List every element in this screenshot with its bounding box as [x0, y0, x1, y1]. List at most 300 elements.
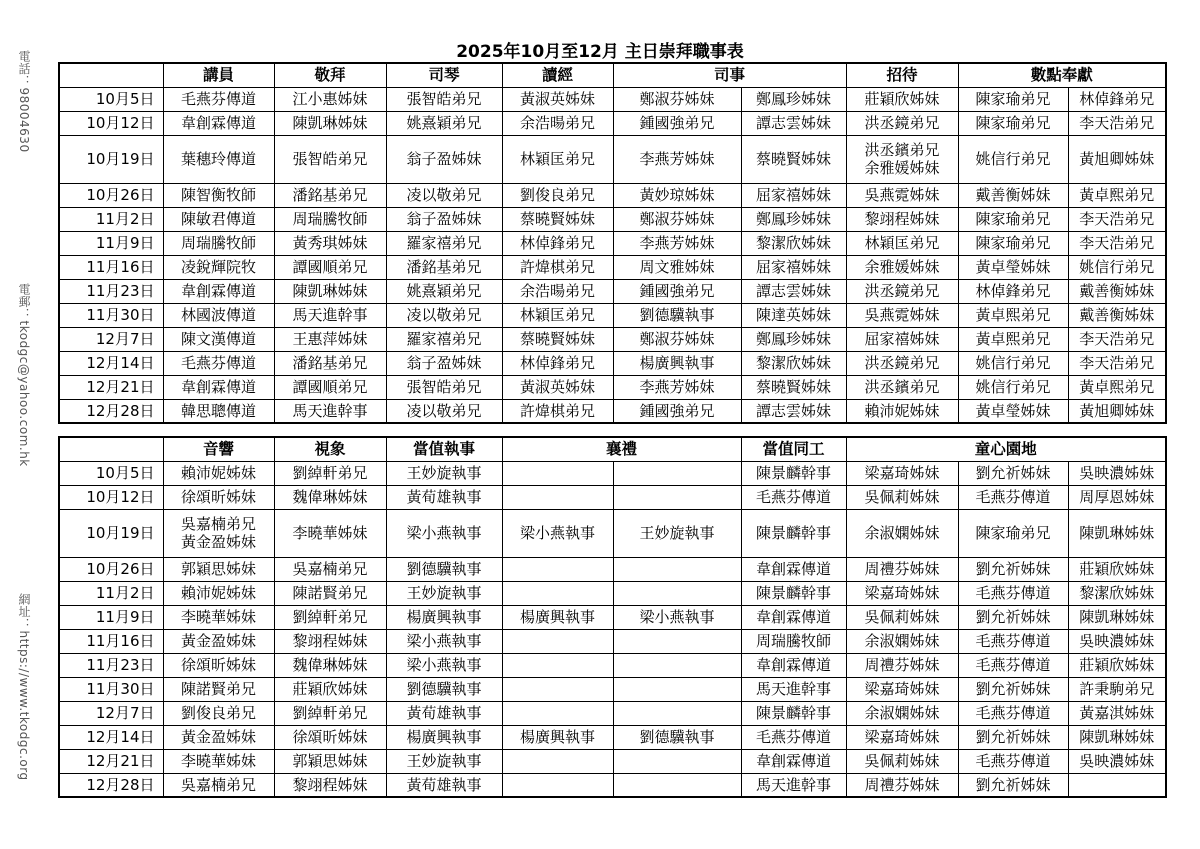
date-cell: 11月16日	[59, 255, 163, 279]
name-cell: 姚信行弟兄	[958, 375, 1068, 399]
service-roster-table	[58, 436, 1167, 798]
name-cell: 黃卓瑩姊妹	[958, 399, 1068, 423]
table-row	[59, 749, 1166, 773]
name-cell: 凌以敬弟兄	[386, 303, 502, 327]
column-header: 司琴	[386, 63, 502, 87]
name-cell: 黎潔欣姊妹	[741, 351, 846, 375]
name-cell	[613, 485, 741, 509]
table-row	[59, 375, 1166, 399]
name-cell: 劉俊良弟兄	[163, 701, 274, 725]
table-row	[59, 135, 1166, 183]
date-cell: 10月12日	[59, 485, 163, 509]
table-row	[59, 725, 1166, 749]
name-cell	[502, 461, 613, 485]
name-cell: 林穎匡弟兄	[502, 303, 613, 327]
name-cell: 羅家禧弟兄	[386, 327, 502, 351]
column-header: 襄禮	[502, 437, 741, 461]
name-cell: 陳凱琳姊妹	[1068, 725, 1166, 749]
name-cell	[502, 629, 613, 653]
name-cell: 林國波傳道	[163, 303, 274, 327]
name-cell	[502, 557, 613, 581]
name-cell: 潘銘基弟兄	[386, 255, 502, 279]
name-cell: 陳敏君傳道	[163, 207, 274, 231]
name-cell: 翁子盈姊妹	[386, 351, 502, 375]
name-cell: 吳佩莉姊妹	[846, 605, 958, 629]
name-cell: 韋創霖傳道	[741, 557, 846, 581]
name-cell: 吳嘉楠弟兄	[163, 773, 274, 797]
table-row	[59, 605, 1166, 629]
name-cell: 陳景麟幹事	[741, 461, 846, 485]
name-cell: 林倬鋒弟兄	[1068, 87, 1166, 111]
column-header: 當值執事	[386, 437, 502, 461]
name-cell: 陳文漢傳道	[163, 327, 274, 351]
date-cell: 11月2日	[59, 207, 163, 231]
name-cell	[613, 581, 741, 605]
name-cell: 洪丞鑌弟兄	[846, 375, 958, 399]
name-cell: 賴沛妮姊妹	[163, 461, 274, 485]
name-cell: 劉德驥執事	[386, 677, 502, 701]
name-cell: 洪丞鏡弟兄	[846, 351, 958, 375]
name-cell: 鄭鳳珍姊妹	[741, 207, 846, 231]
name-cell: 劉允祈姊妹	[958, 557, 1068, 581]
table-row	[59, 399, 1166, 423]
name-cell: 羅家禧弟兄	[386, 231, 502, 255]
name-cell	[613, 629, 741, 653]
name-cell: 余雅媛姊妹	[846, 255, 958, 279]
name-cell: 韋創霖傳道	[741, 749, 846, 773]
name-cell: 楊廣興執事	[502, 605, 613, 629]
name-cell	[502, 773, 613, 797]
date-cell: 12月28日	[59, 399, 163, 423]
name-cell: 陳凱琳姊妹	[1068, 605, 1166, 629]
name-cell: 林穎匡弟兄	[846, 231, 958, 255]
name-cell: 毛燕芬傳道	[163, 87, 274, 111]
name-cell	[613, 653, 741, 677]
name-cell: 許秉駒弟兄	[1068, 677, 1166, 701]
name-cell: 李燕芳姊妹	[613, 231, 741, 255]
name-cell: 吳燕霓姊妹	[846, 303, 958, 327]
date-cell: 12月21日	[59, 375, 163, 399]
name-cell: 陳家瑜弟兄	[958, 509, 1068, 557]
name-cell: 洪丞鑌弟兄 余雅媛姊妹	[846, 135, 958, 183]
name-cell: 賴沛妮姊妹	[846, 399, 958, 423]
name-cell: 黃秀琪姊妹	[274, 231, 386, 255]
date-cell: 11月2日	[59, 581, 163, 605]
name-cell: 潘銘基弟兄	[274, 351, 386, 375]
name-cell: 毛燕芬傳道	[958, 485, 1068, 509]
column-header: 司事	[613, 63, 846, 87]
name-cell: 陳家瑜弟兄	[958, 111, 1068, 135]
name-cell: 余淑嫻姊妹	[846, 509, 958, 557]
name-cell: 余浩暘弟兄	[502, 111, 613, 135]
table-row	[59, 581, 1166, 605]
name-cell: 戴善衡姊妹	[1068, 279, 1166, 303]
table-row	[59, 773, 1166, 797]
name-cell: 毛燕芬傳道	[163, 351, 274, 375]
name-cell: 黃旭卿姊妹	[1068, 135, 1166, 183]
table-row	[59, 183, 1166, 207]
name-cell: 凌以敬弟兄	[386, 399, 502, 423]
name-cell: 黃荀雄執事	[386, 773, 502, 797]
name-cell: 譚志雲姊妹	[741, 279, 846, 303]
name-cell: 梁小燕執事	[502, 509, 613, 557]
email-label: 電郵：tkodgc@yahoo.com.hk	[17, 283, 31, 467]
name-cell: 譚志雲姊妹	[741, 399, 846, 423]
page-title: 2025年10月至12月 主日崇拜職事表	[456, 42, 744, 62]
name-cell: 鍾國強弟兄	[613, 111, 741, 135]
name-cell: 李天浩弟兄	[1068, 111, 1166, 135]
name-cell: 劉德驥執事	[386, 557, 502, 581]
name-cell: 劉允祈姊妹	[958, 725, 1068, 749]
date-cell: 11月16日	[59, 629, 163, 653]
date-cell: 10月19日	[59, 509, 163, 557]
name-cell: 屈家禧姊妹	[741, 255, 846, 279]
column-header: 視象	[274, 437, 386, 461]
name-cell: 陳景麟幹事	[741, 581, 846, 605]
date-cell: 10月12日	[59, 111, 163, 135]
name-cell: 余淑嫻姊妹	[846, 629, 958, 653]
name-cell: 林倬鋒弟兄	[502, 231, 613, 255]
name-cell: 黎潔欣姊妹	[1068, 581, 1166, 605]
column-header: 讀經	[502, 63, 613, 87]
name-cell	[613, 557, 741, 581]
name-cell: 吳映濃姊妹	[1068, 749, 1166, 773]
name-cell: 周瑞騰牧師	[163, 231, 274, 255]
name-cell	[502, 653, 613, 677]
name-cell	[613, 677, 741, 701]
name-cell: 陳景麟幹事	[741, 509, 846, 557]
name-cell: 毛燕芬傳道	[958, 581, 1068, 605]
name-cell: 張智皓弟兄	[386, 87, 502, 111]
name-cell: 馬天進幹事	[741, 773, 846, 797]
name-cell: 黃妙琼姊妹	[613, 183, 741, 207]
date-cell: 12月14日	[59, 725, 163, 749]
name-cell: 王妙旋執事	[613, 509, 741, 557]
table-row	[59, 207, 1166, 231]
name-cell: 莊穎欣姊妹	[274, 677, 386, 701]
name-cell: 黎翊程姊妹	[846, 207, 958, 231]
name-cell: 戴善衡姊妹	[1068, 303, 1166, 327]
name-cell: 江小惠姊妹	[274, 87, 386, 111]
name-cell	[502, 581, 613, 605]
date-cell: 10月26日	[59, 183, 163, 207]
name-cell: 戴善衡姊妹	[958, 183, 1068, 207]
name-cell: 馬天進幹事	[741, 677, 846, 701]
date-cell: 10月26日	[59, 557, 163, 581]
name-cell: 林倬鋒弟兄	[502, 351, 613, 375]
name-cell: 吳佩莉姊妹	[846, 749, 958, 773]
name-cell	[502, 677, 613, 701]
name-cell: 葉穗玲傳道	[163, 135, 274, 183]
website-label: 網址：https://www.tkodgc.org	[17, 593, 31, 781]
table-row	[59, 303, 1166, 327]
name-cell: 余淑嫻姊妹	[846, 701, 958, 725]
name-cell: 梁嘉琦姊妹	[846, 677, 958, 701]
name-cell: 吳佩莉姊妹	[846, 485, 958, 509]
name-cell: 陳凱琳姊妹	[1068, 509, 1166, 557]
name-cell: 毛燕芬傳道	[958, 749, 1068, 773]
name-cell: 黎翊程姊妹	[274, 773, 386, 797]
name-cell: 黎翊程姊妹	[274, 629, 386, 653]
name-cell: 吳嘉楠弟兄	[274, 557, 386, 581]
date-cell: 11月9日	[59, 231, 163, 255]
name-cell: 莊穎欣姊妹	[846, 87, 958, 111]
name-cell: 黃荀雄執事	[386, 701, 502, 725]
column-header	[59, 63, 163, 87]
name-cell: 許煒棋弟兄	[502, 399, 613, 423]
name-cell: 蔡曉賢姊妹	[741, 375, 846, 399]
name-cell: 毛燕芬傳道	[741, 725, 846, 749]
name-cell	[613, 701, 741, 725]
name-cell: 黎潔欣姊妹	[741, 231, 846, 255]
name-cell: 劉綽軒弟兄	[274, 701, 386, 725]
name-cell	[502, 701, 613, 725]
name-cell: 周禮芬姊妹	[846, 557, 958, 581]
column-header: 招待	[846, 63, 958, 87]
date-cell: 11月30日	[59, 677, 163, 701]
date-cell: 12月14日	[59, 351, 163, 375]
name-cell: 梁嘉琦姊妹	[846, 581, 958, 605]
name-cell: 黃金盈姊妹	[163, 629, 274, 653]
name-cell: 王惠萍姊妹	[274, 327, 386, 351]
table-row	[59, 461, 1166, 485]
name-cell: 吳映濃姊妹	[1068, 461, 1166, 485]
table-row	[59, 653, 1166, 677]
name-cell: 馬天進幹事	[274, 303, 386, 327]
name-cell: 蔡曉賢姊妹	[502, 327, 613, 351]
column-header: 音響	[163, 437, 274, 461]
name-cell: 李曉華姊妹	[163, 749, 274, 773]
table-row	[59, 509, 1166, 557]
name-cell: 楊廣興執事	[502, 725, 613, 749]
table-row	[59, 701, 1166, 725]
name-cell: 劉綽軒弟兄	[274, 461, 386, 485]
table-row	[59, 279, 1166, 303]
name-cell	[613, 461, 741, 485]
name-cell: 楊廣興執事	[386, 605, 502, 629]
column-header	[59, 437, 163, 461]
name-cell: 翁子盈姊妹	[386, 135, 502, 183]
name-cell: 李天浩弟兄	[1068, 207, 1166, 231]
date-cell: 12月21日	[59, 749, 163, 773]
name-cell: 鄭淑芬姊妹	[613, 327, 741, 351]
name-cell: 毛燕芬傳道	[958, 701, 1068, 725]
column-header: 敬拜	[274, 63, 386, 87]
name-cell: 黃金盈姊妹	[163, 725, 274, 749]
name-cell: 陳家瑜弟兄	[958, 231, 1068, 255]
name-cell: 許煒棋弟兄	[502, 255, 613, 279]
name-cell: 劉德驥執事	[613, 303, 741, 327]
name-cell: 賴沛妮姊妹	[163, 581, 274, 605]
name-cell: 郭穎思姊妹	[163, 557, 274, 581]
name-cell	[1068, 773, 1166, 797]
name-cell	[502, 749, 613, 773]
table-row	[59, 629, 1166, 653]
name-cell: 林倬鋒弟兄	[958, 279, 1068, 303]
name-cell: 王妙旋執事	[386, 749, 502, 773]
name-cell: 張智皓弟兄	[386, 375, 502, 399]
name-cell: 韋創霖傳道	[163, 279, 274, 303]
name-cell: 陳智衡牧師	[163, 183, 274, 207]
name-cell	[502, 485, 613, 509]
name-cell: 黃旭卿姊妹	[1068, 399, 1166, 423]
name-cell: 梁小燕執事	[613, 605, 741, 629]
name-cell: 黃卓瑩姊妹	[958, 255, 1068, 279]
name-cell: 屈家禧姊妹	[846, 327, 958, 351]
date-cell: 10月19日	[59, 135, 163, 183]
name-cell: 陳凱琳姊妹	[274, 111, 386, 135]
name-cell: 徐頌昕姊妹	[274, 725, 386, 749]
name-cell: 劉允祈姊妹	[958, 773, 1068, 797]
worship-roster-table	[58, 62, 1167, 424]
table-row	[59, 327, 1166, 351]
name-cell: 韋創霖傳道	[741, 653, 846, 677]
name-cell: 李燕芳姊妹	[613, 375, 741, 399]
name-cell: 楊廣興執事	[386, 725, 502, 749]
name-cell: 毛燕芬傳道	[958, 629, 1068, 653]
name-cell: 陳景麟幹事	[741, 701, 846, 725]
name-cell	[613, 749, 741, 773]
name-cell: 梁嘉琦姊妹	[846, 725, 958, 749]
table-row	[59, 485, 1166, 509]
name-cell: 王妙旋執事	[386, 581, 502, 605]
name-cell: 毛燕芬傳道	[741, 485, 846, 509]
name-cell: 李燕芳姊妹	[613, 135, 741, 183]
name-cell: 韋創霖傳道	[163, 375, 274, 399]
table-row	[59, 87, 1166, 111]
name-cell: 凌以敬弟兄	[386, 183, 502, 207]
table-row	[59, 231, 1166, 255]
name-cell: 陳諾賢弟兄	[163, 677, 274, 701]
name-cell: 吳嘉楠弟兄 黃金盈姊妹	[163, 509, 274, 557]
column-header: 數點奉獻	[958, 63, 1166, 87]
name-cell: 鍾國強弟兄	[613, 279, 741, 303]
name-cell: 梁小燕執事	[386, 653, 502, 677]
name-cell: 蔡曉賢姊妹	[502, 207, 613, 231]
name-cell: 毛燕芬傳道	[958, 653, 1068, 677]
name-cell: 姚熹穎弟兄	[386, 279, 502, 303]
name-cell: 李曉華姊妹	[163, 605, 274, 629]
table-header-row	[59, 437, 1166, 461]
name-cell: 洪丞鏡弟兄	[846, 279, 958, 303]
phone-label: 電話：98004630	[17, 50, 31, 153]
name-cell: 周禮芬姊妹	[846, 653, 958, 677]
name-cell: 李曉華姊妹	[274, 509, 386, 557]
date-cell: 11月30日	[59, 303, 163, 327]
name-cell: 吳映濃姊妹	[1068, 629, 1166, 653]
name-cell: 黃卓熙弟兄	[1068, 375, 1166, 399]
name-cell: 劉綽軒弟兄	[274, 605, 386, 629]
name-cell: 黃嘉淇姊妹	[1068, 701, 1166, 725]
name-cell: 鄭淑芬姊妹	[613, 207, 741, 231]
date-cell: 11月9日	[59, 605, 163, 629]
name-cell: 劉德驥執事	[613, 725, 741, 749]
name-cell: 楊廣興執事	[613, 351, 741, 375]
name-cell: 吳燕霓姊妹	[846, 183, 958, 207]
name-cell: 韋創霖傳道	[741, 605, 846, 629]
name-cell: 周禮芬姊妹	[846, 773, 958, 797]
name-cell: 陳諾賢弟兄	[274, 581, 386, 605]
column-header: 童心園地	[846, 437, 1166, 461]
date-cell: 10月5日	[59, 87, 163, 111]
table-row	[59, 255, 1166, 279]
name-cell: 譚國順弟兄	[274, 255, 386, 279]
name-cell: 凌銳輝院牧	[163, 255, 274, 279]
name-cell: 潘銘基弟兄	[274, 183, 386, 207]
name-cell: 黃淑英姊妹	[502, 375, 613, 399]
name-cell: 陳達英姊妹	[741, 303, 846, 327]
name-cell: 黃荀雄執事	[386, 485, 502, 509]
name-cell: 李天浩弟兄	[1068, 351, 1166, 375]
name-cell: 鄭鳳珍姊妹	[741, 327, 846, 351]
name-cell: 周瑞騰牧師	[741, 629, 846, 653]
column-header: 講員	[163, 63, 274, 87]
name-cell: 魏偉琳姊妹	[274, 653, 386, 677]
name-cell: 譚志雲姊妹	[741, 111, 846, 135]
name-cell: 陳家瑜弟兄	[958, 87, 1068, 111]
name-cell: 劉俊良弟兄	[502, 183, 613, 207]
name-cell: 姚信行弟兄	[958, 351, 1068, 375]
name-cell: 余浩暘弟兄	[502, 279, 613, 303]
name-cell: 韋創霖傳道	[163, 111, 274, 135]
name-cell: 黃卓熙弟兄	[1068, 183, 1166, 207]
name-cell: 張智皓弟兄	[274, 135, 386, 183]
name-cell: 鍾國強弟兄	[613, 399, 741, 423]
name-cell: 魏偉琳姊妹	[274, 485, 386, 509]
name-cell: 周瑞騰牧師	[274, 207, 386, 231]
name-cell: 黃淑英姊妹	[502, 87, 613, 111]
name-cell: 莊穎欣姊妹	[1068, 653, 1166, 677]
name-cell: 黃卓熙弟兄	[958, 303, 1068, 327]
name-cell: 姚熹穎弟兄	[386, 111, 502, 135]
name-cell: 郭穎思姊妹	[274, 749, 386, 773]
table-row	[59, 557, 1166, 581]
name-cell	[613, 773, 741, 797]
name-cell: 徐頌昕姊妹	[163, 653, 274, 677]
name-cell: 周厚恩姊妹	[1068, 485, 1166, 509]
name-cell: 梁小燕執事	[386, 509, 502, 557]
table-row	[59, 351, 1166, 375]
name-cell: 姚信行弟兄	[1068, 255, 1166, 279]
name-cell: 鄭鳳珍姊妹	[741, 87, 846, 111]
table-row	[59, 677, 1166, 701]
name-cell: 譚國順弟兄	[274, 375, 386, 399]
column-header: 當值同工	[741, 437, 846, 461]
name-cell: 劉允祈姊妹	[958, 605, 1068, 629]
name-cell: 劉允祈姊妹	[958, 461, 1068, 485]
name-cell: 陳凱琳姊妹	[274, 279, 386, 303]
date-cell: 11月23日	[59, 653, 163, 677]
name-cell: 莊穎欣姊妹	[1068, 557, 1166, 581]
name-cell: 馬天進幹事	[274, 399, 386, 423]
name-cell: 黃卓熙弟兄	[958, 327, 1068, 351]
name-cell: 周文雅姊妹	[613, 255, 741, 279]
name-cell: 劉允祈姊妹	[958, 677, 1068, 701]
date-cell: 10月5日	[59, 461, 163, 485]
table-header-row	[59, 63, 1166, 87]
name-cell: 陳家瑜弟兄	[958, 207, 1068, 231]
name-cell: 蔡曉賢姊妹	[741, 135, 846, 183]
name-cell: 梁嘉琦姊妹	[846, 461, 958, 485]
date-cell: 12月28日	[59, 773, 163, 797]
date-cell: 12月7日	[59, 701, 163, 725]
name-cell: 王妙旋執事	[386, 461, 502, 485]
name-cell: 林穎匡弟兄	[502, 135, 613, 183]
name-cell: 翁子盈姊妹	[386, 207, 502, 231]
name-cell: 屈家禧姊妹	[741, 183, 846, 207]
name-cell: 韓思聰傳道	[163, 399, 274, 423]
name-cell: 梁小燕執事	[386, 629, 502, 653]
